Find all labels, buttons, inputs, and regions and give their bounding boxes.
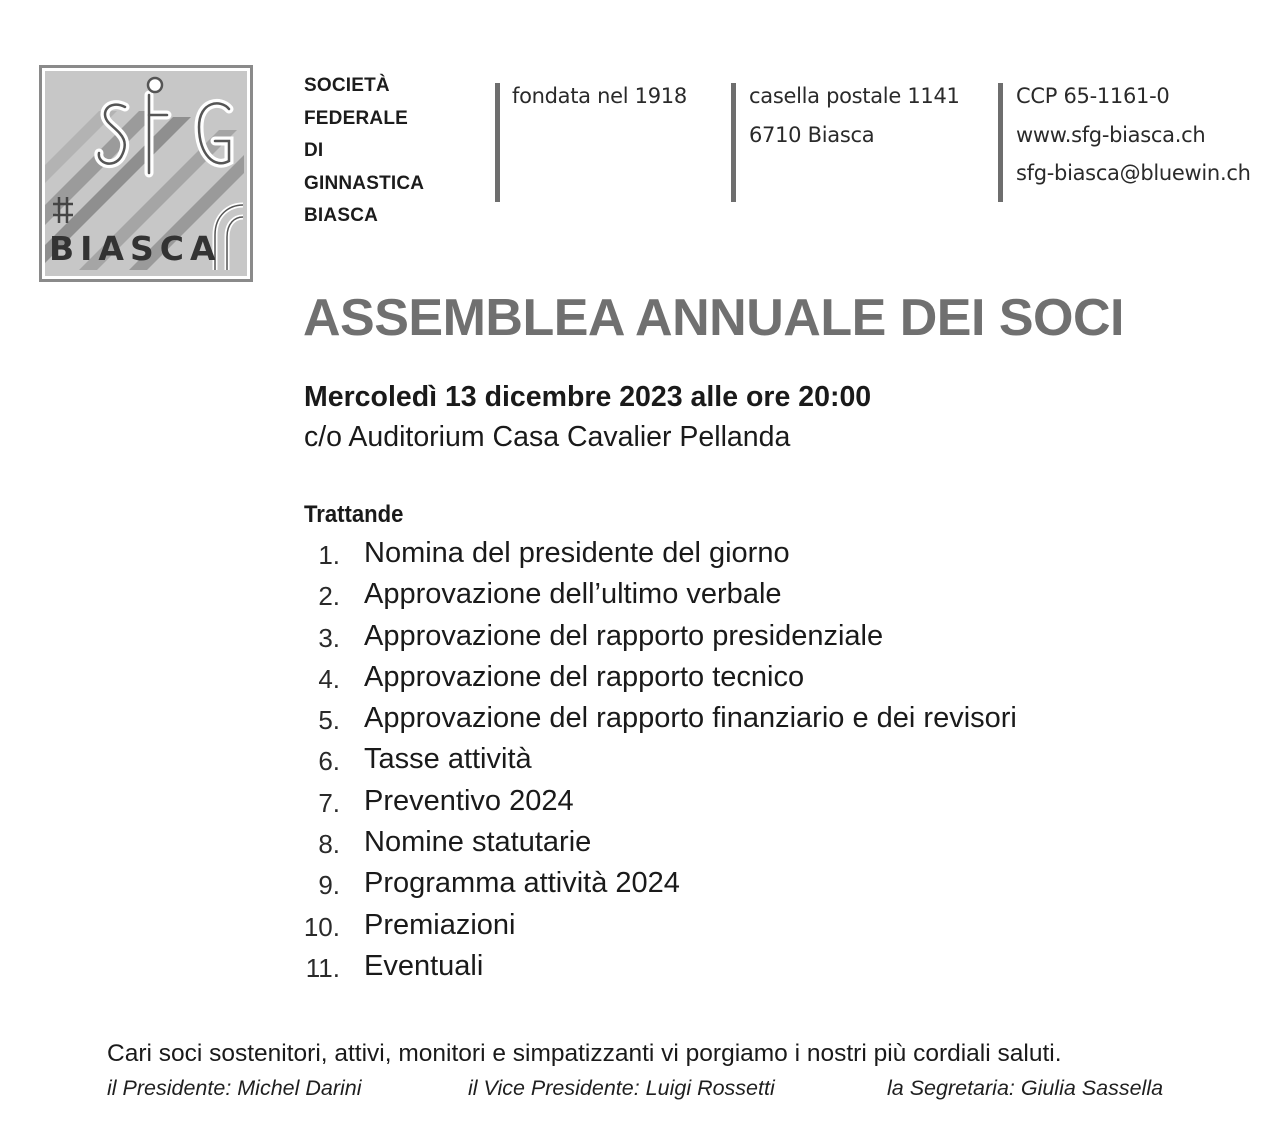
agenda-text: Preventivo 2024 (364, 784, 574, 817)
agenda-number: 5. (318, 705, 340, 736)
signature-president: il Presidente: Michel Darini (107, 1076, 362, 1100)
header-divider (998, 83, 1003, 202)
header-divider (495, 83, 500, 202)
signature-secretary: la Segretaria: Giulia Sassella (887, 1076, 1164, 1100)
agenda-number: 8. (318, 829, 340, 860)
agenda-number: 2. (318, 581, 340, 612)
agenda-text: Approvazione del rapporto presidenziale (364, 619, 884, 652)
agenda-text: Tasse attività (364, 743, 532, 776)
website-link[interactable]: www.sfg-biasca.ch (1016, 122, 1206, 147)
logo-wordmark: BIASCA (49, 229, 222, 268)
header-divider (731, 83, 736, 202)
org-line: SOCIETÀ (304, 75, 390, 96)
closing-greeting: Cari soci sostenitori, attivi, monitori e simpatizzanti vi porgiamo i nostri più cordiali saluti. (107, 1040, 1062, 1067)
address-line: 6710 Biasca (749, 122, 875, 147)
sfg-logo-icon (39, 65, 253, 282)
agenda-number: 7. (318, 787, 340, 818)
agenda-heading: Trattande (304, 501, 404, 528)
sfg-biasca-logo (39, 65, 253, 282)
agenda-number: 11. (305, 952, 340, 983)
email-link[interactable]: sfg-biasca@bluewin.ch (1016, 161, 1251, 185)
org-line: FEDERALE (304, 107, 408, 129)
org-line: GINNASTICA (304, 172, 425, 194)
address-block (749, 77, 960, 154)
agenda-number: 1. (318, 540, 340, 570)
agenda-number: 6. (318, 746, 340, 777)
signature-vice-president: il Vice Presidente: Luigi Rossetti (468, 1076, 775, 1100)
address-line: casella postale 1141 (749, 84, 960, 108)
agenda-text: Nomine statutarie (364, 826, 592, 859)
agenda-number: 10. (303, 911, 340, 942)
meeting-location: c/o Auditorium Casa Cavalier Pellanda (304, 421, 791, 453)
agenda-text: Premiazioni (364, 908, 516, 941)
agenda-text: Programma attività 2024 (364, 867, 680, 900)
founded-text: fondata nel 1918 (512, 84, 687, 108)
meeting-datetime: Mercoledì 13 dicembre 2023 alle ore 20:00 (304, 381, 872, 413)
agenda-text: Nomina del presidente del giorno (364, 537, 790, 569)
agenda-number: 9. (318, 870, 340, 901)
ccp-number: CCP 65-1161-0 (1016, 84, 1170, 108)
agenda-text: Approvazione dell’ultimo verbale (364, 578, 782, 611)
agenda-text: Eventuali (364, 949, 484, 982)
organisation-name (304, 70, 424, 233)
page-title: ASSEMBLEA ANNUALE DEI SOCI (303, 289, 1124, 347)
agenda-number: 3. (318, 622, 340, 653)
agenda-text: Approvazione del rapporto finanziario e dei revisori (364, 702, 1017, 735)
org-line: DI (304, 140, 324, 161)
agenda-text: Approvazione del rapporto tecnico (364, 660, 805, 693)
agenda-number: 4. (318, 663, 340, 694)
org-line: BIASCA (304, 205, 379, 226)
contact-block (1016, 77, 1251, 193)
